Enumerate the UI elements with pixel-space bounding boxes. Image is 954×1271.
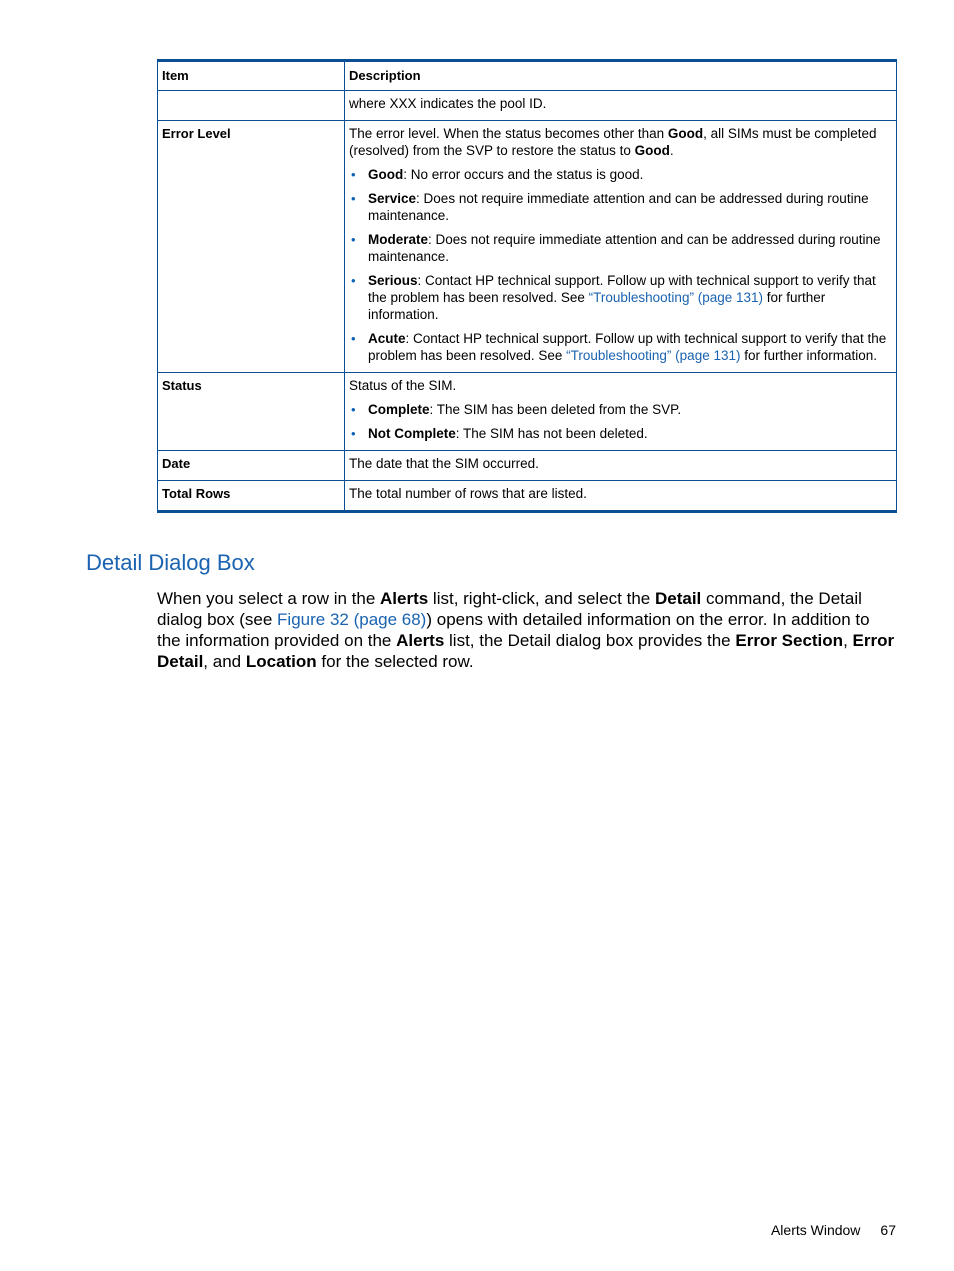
bullet-icon: • xyxy=(351,232,356,247)
row-item-label: Status xyxy=(158,373,345,451)
intro-text: . xyxy=(669,143,674,158)
table-row-error-level xyxy=(158,121,897,373)
section-body-paragraph xyxy=(157,588,897,672)
row-description: The total number of rows that are listed. xyxy=(345,481,897,512)
body-text: for the selected row. xyxy=(316,652,474,671)
intro-text: , all SIMs must be completed (resolved) from the SVP to restore the status to xyxy=(349,126,877,158)
body-text: list, right-click, and select the xyxy=(428,589,655,608)
footer-title: Alerts Window xyxy=(770,1222,861,1238)
bullet-text: : The SIM has not been deleted. xyxy=(455,426,648,441)
bullet-term: Moderate xyxy=(368,232,429,247)
section-heading: Detail Dialog Box xyxy=(86,550,255,575)
bullet-text: : No error occurs and the status is good. xyxy=(403,167,644,182)
list-item xyxy=(349,272,890,323)
bullet-text: : Contact HP technical support. Follow up with technical support to verify that the problem has been resolved. See xyxy=(368,331,887,363)
bullet-text: : Contact HP technical support. Follow up with technical support to verify that the problem has been resolved. See xyxy=(368,273,876,305)
bullet-icon: • xyxy=(351,273,356,288)
bullet-text: for further information. xyxy=(740,348,878,363)
body-text: ) opens with detailed information on the error. In addition to the information provided on the xyxy=(157,610,870,650)
row-description: where XXX indicates the pool ID. xyxy=(345,91,897,121)
bullet-text: : Does not require immediate attention and can be addressed during routine maintenance. xyxy=(368,232,881,264)
body-bold-term: Alerts xyxy=(380,589,429,608)
page-number: 67 xyxy=(880,1222,896,1238)
body-bold-term: Detail xyxy=(654,589,702,608)
list-item xyxy=(349,190,890,224)
body-bold-term: Location xyxy=(245,652,317,671)
column-header-item: Item xyxy=(158,61,345,91)
status-list xyxy=(349,401,890,442)
intro-text: The error level. When the status becomes other than xyxy=(349,126,668,141)
table-row-date xyxy=(158,451,897,481)
troubleshooting-link[interactable]: “Troubleshooting” (page 131) xyxy=(588,290,763,305)
error-level-intro xyxy=(349,125,890,159)
body-bold-term: Error Section xyxy=(735,631,844,650)
body-bold-term: Error Detail xyxy=(157,631,895,671)
list-item xyxy=(349,166,890,183)
row-description xyxy=(345,121,897,373)
body-text: command, the Detail dialog box (see xyxy=(157,589,862,629)
bullet-term: Acute xyxy=(368,331,406,346)
bullet-icon: • xyxy=(351,167,356,182)
row-item-label: Total Rows xyxy=(158,481,345,512)
list-item xyxy=(349,401,890,418)
bullet-term: Not Complete xyxy=(368,426,456,441)
bullet-term: Complete xyxy=(368,402,430,417)
bullet-text: for further information. xyxy=(368,290,826,322)
page-footer xyxy=(771,1222,896,1238)
bullet-term: Serious xyxy=(368,273,418,288)
bullet-text: : The SIM has been deleted from the SVP. xyxy=(429,402,682,417)
row-description: The date that the SIM occurred. xyxy=(345,451,897,481)
bullet-icon: • xyxy=(351,331,356,346)
list-item xyxy=(349,330,890,364)
row-description xyxy=(345,373,897,451)
column-header-description: Description xyxy=(345,61,897,91)
table-row-status xyxy=(158,373,897,451)
bullet-icon: • xyxy=(351,402,356,417)
reference-table xyxy=(157,59,897,513)
row-item-label: Error Level xyxy=(158,121,345,373)
row-item-label xyxy=(158,91,345,121)
body-text: When you select a row in the xyxy=(157,589,381,608)
bullet-term: Service xyxy=(368,191,417,206)
bullet-icon: • xyxy=(351,191,356,206)
table-row-total-rows xyxy=(158,481,897,512)
intro-bold-good: Good xyxy=(634,143,670,158)
error-level-list xyxy=(349,166,890,364)
bullet-icon: • xyxy=(351,426,356,441)
body-text: , and xyxy=(203,652,246,671)
intro-bold-good: Good xyxy=(667,126,704,141)
list-item xyxy=(349,231,890,265)
body-text: , xyxy=(843,631,853,650)
table-header-row xyxy=(158,61,897,91)
list-item xyxy=(349,425,890,442)
bullet-text: : Does not require immediate attention and can be addressed during routine maintenance. xyxy=(368,191,869,223)
figure-link[interactable]: Figure 32 (page 68) xyxy=(277,610,427,629)
row-item-label: Date xyxy=(158,451,345,481)
bullet-term: Good xyxy=(368,167,404,182)
troubleshooting-link[interactable]: “Troubleshooting” (page 131) xyxy=(566,348,741,363)
body-bold-term: Alerts xyxy=(396,631,445,650)
table-row xyxy=(158,91,897,121)
status-intro: Status of the SIM. xyxy=(349,378,457,393)
body-text: list, the Detail dialog box provides the xyxy=(444,631,736,650)
